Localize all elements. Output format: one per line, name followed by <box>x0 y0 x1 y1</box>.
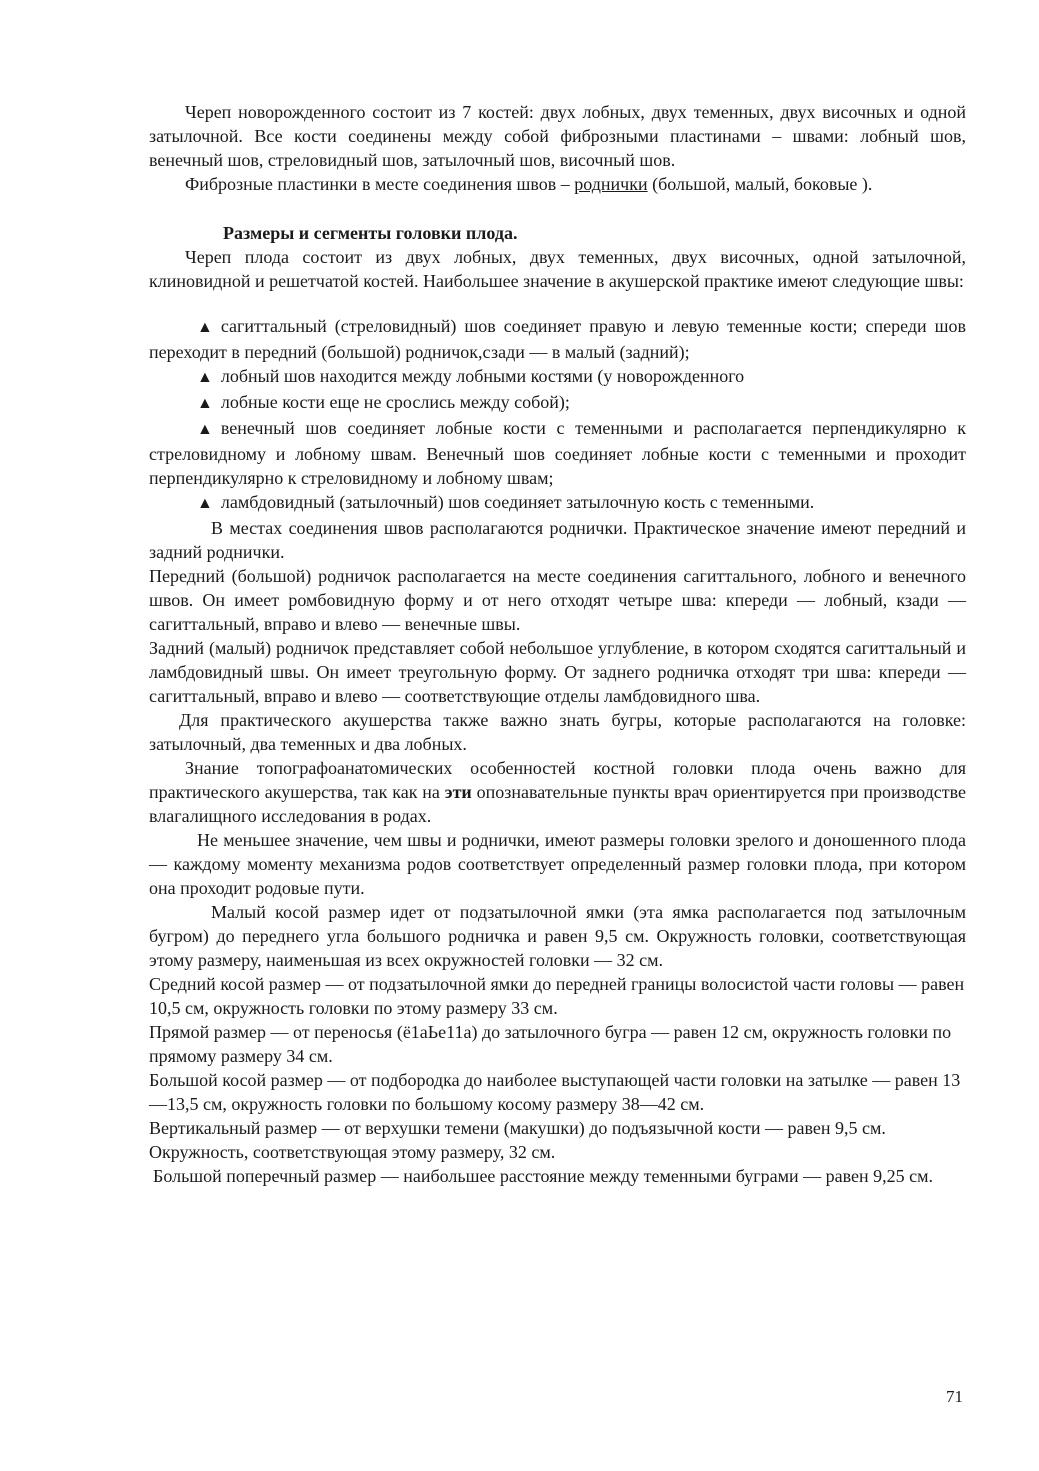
fontanelles-term: роднички <box>574 174 648 194</box>
intro-text-after: (большой, малый, боковые ). <box>647 174 873 194</box>
paragraph-tubercles: Для практического акушерства также важно знать бугры, которые располагаются на головке: затылочный, два теменных и два лобных. <box>149 710 966 754</box>
bullet-item-frontal <box>149 364 966 390</box>
topography-text-after: опознавательные пункты врач ориентируется при производстве влагалищного исследования в родах. <box>149 782 966 826</box>
page-number: 71 <box>946 1387 963 1406</box>
triangle-bullet-icon: ▲ <box>197 395 213 412</box>
topography-bold-word: эти <box>444 782 472 802</box>
bullet-text: лобный шов находится между лобными костями (у новорожденного <box>220 366 745 386</box>
intro-paragraph-fibrous-plates <box>149 172 966 196</box>
paragraph-small-oblique-size: Малый косой размер идет от подзатылочной ямки (эта ямка располагается под затылочным бугром) до переднего угла большого родничка и равен 9,5 см. Окружность головки, соответствующая этому размеру, наименьшая из всех окружностей головки — 32 см. <box>149 902 966 970</box>
intro-text-before: Фиброзные пластинки в месте соединения швов – <box>185 174 575 194</box>
triangle-bullet-icon: ▲ <box>197 495 213 512</box>
bullet-item-coronal <box>149 416 966 490</box>
bullet-text: лобные кости еще не срослись между собой); <box>220 392 570 412</box>
bullet-item-sagittal <box>149 314 966 364</box>
paragraph-straight-size: Прямой размер — от переносья (ё1аЬе11а) до затылочного бугра — равен 12 см, окружность головки по прямому размеру 34 см. <box>149 1022 952 1066</box>
paragraph-vertical-size: Вертикальный размер — от верхушки темени (макушки) до подъязычной кости — равен 9,5 см. Окружность, соответствующая этому размеру, 32 см. <box>149 1118 886 1162</box>
intro-paragraph-skull: Череп новорожденного состоит из 7 костей: двух лобных, двух теменных, двух височных и одной затылочной. Все кости соединены между собой фиброзными пластинами – швами: лобный шов, венечный шов, стреловидный шов, затылочный шов, височный шов. <box>149 102 966 170</box>
page-content <box>149 100 966 1188</box>
paragraph-large-oblique-size: Большой косой размер — от подбородка до наиболее выступающей части головки на затылке — равен 13—13,5 см, окружность головки по большому косому размеру 38—42 см. <box>149 1070 961 1114</box>
paragraph-anterior-fontanelle: Передний (большой) родничок располагается на месте соединения сагиттального, лобного и венечного швов. Он имеет ромбовидную форму и от него отходят четыре шва: кпереди — лобный, кзади — сагиттальный, вправо и влево — венечные швы. <box>149 566 966 634</box>
triangle-bullet-icon: ▲ <box>197 319 213 336</box>
paragraph-transverse-size: Большой поперечный размер — наибольшее расстояние между теменными буграми — равен 9,25 см. <box>153 1166 934 1186</box>
paragraph-topography <box>149 756 966 828</box>
bullet-item-frontal-bones <box>149 390 966 416</box>
paragraph-fontanelles: В местах соединения швов располагаются роднички. Практическое значение имеют передний и задний роднички. <box>149 518 966 562</box>
topography-text-before: Знание топографоанатомических особенностей костной головки плода очень важно для практического акушерства, так как на <box>149 758 966 802</box>
bullet-text: ламбдовидный (затылочный) шов соединяет затылочную кость с теменными. <box>220 492 815 512</box>
bullet-text: сагиттальный (стреловидный) шов соединяет правую и левую теменные кости; спереди шов переходит в передний (большой) родничок,сзади — в малый (задний); <box>149 316 966 362</box>
section-heading: Размеры и сегменты головки плода. <box>223 223 518 243</box>
triangle-bullet-icon: ▲ <box>197 421 213 438</box>
triangle-bullet-icon: ▲ <box>197 369 213 386</box>
section-paragraph-skull-bones: Череп плода состоит из двух лобных, двух теменных, двух височных, одной затылочной, клиновидной и решетчатой костей. Наибольшее значение в акушерской практике имеют следующие швы: <box>149 247 966 291</box>
paragraph-medium-oblique-size: Средний косой размер — от подзатылочной ямки до передней границы волосистой части головы — равен 10,5 см, окружность головки по этому размеру 33 см. <box>149 974 965 1018</box>
paragraph-head-sizes: Не меньшее значение, чем швы и роднички, имеют размеры головки зрелого и доношенного плода — каждому моменту механизма родов соответствует определенный размер головки плода, при котором она проходит родовые пути. <box>149 830 966 898</box>
bullet-text: венечный шов соединяет лобные кости с теменными и располагается перпендикулярно к стреловидному и лобному швам. Венечный шов соединяет лобные кости с теменными и проходит перпендикулярно к стреловидному и лобному швам; <box>149 418 966 488</box>
paragraph-posterior-fontanelle: Задний (малый) родничок представляет собой небольшое углубление, в котором сходятся сагиттальный и ламбдовидный швы. Он имеет треугольную форму. От заднего родничка отходят три шва: кпереди — сагиттальный, вправо и влево — соответствующие отделы ламбдовидного шва. <box>149 638 966 706</box>
bullet-item-lambdoid <box>149 490 966 516</box>
